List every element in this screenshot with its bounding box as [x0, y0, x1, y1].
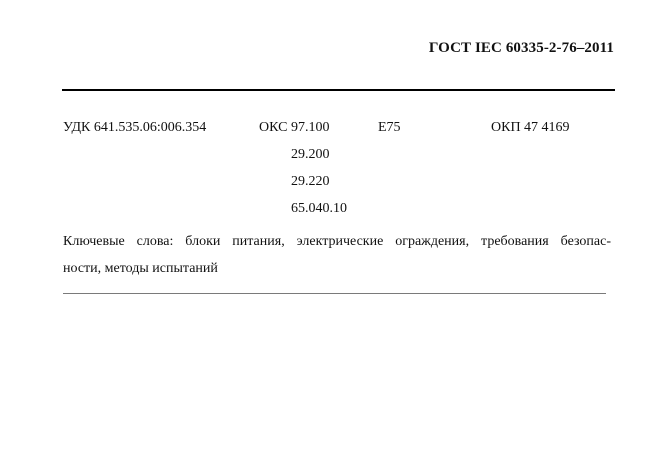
oks-code-4: 65.040.10 [291, 201, 347, 216]
standard-code: ГОСТ IEC 60335-2-76–2011 [428, 40, 614, 56]
udk-code: УДК 641.535.06:006.354 [63, 120, 207, 135]
keywords-line-1: Ключевые слова: блоки питания, электрические ограждения, требования безопас- [63, 234, 611, 249]
top-rule [62, 89, 615, 91]
bottom-rule [63, 293, 606, 294]
oks-code: ОКС 97.100 [259, 120, 330, 135]
oks-code-3: 29.220 [291, 174, 330, 189]
keywords-paragraph [63, 228, 611, 282]
oks-code-2: 29.200 [291, 147, 330, 162]
category-code: Е75 [378, 120, 401, 135]
keywords-line-2: ности, методы испытаний [63, 261, 218, 276]
okp-code: ОКП 47 4169 [491, 120, 570, 135]
